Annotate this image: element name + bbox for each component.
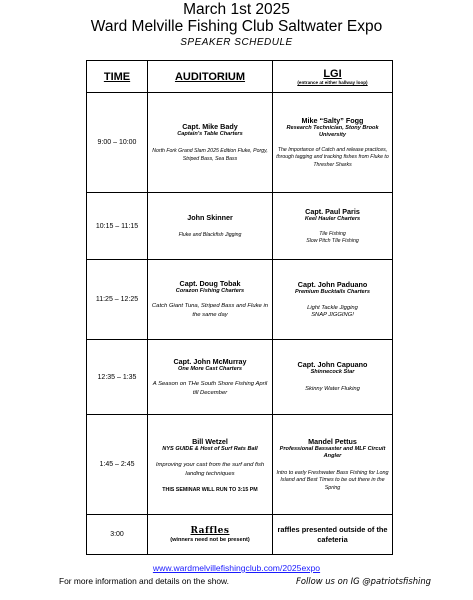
- speaker-name: Capt. John Paduano: [297, 279, 368, 289]
- auditorium-cell: [148, 515, 273, 555]
- talk-topic: The Importance of Catch and release practices, through tagging and tracking fishes from Fluke to Thresher Sharks: [276, 146, 389, 168]
- talk-topic: Intro to early Freshwater Bass Fishing for Long Island and Best Times to be out there in the Spring: [276, 469, 389, 491]
- speaker-org: Research Technician, Stony Brook University: [286, 124, 379, 138]
- auditorium-cell: [148, 340, 273, 415]
- talk-topic: SNAP JIGGING!: [311, 312, 354, 318]
- lgi-header: [273, 61, 393, 93]
- talk-topic: Improving your cast from the surf and fish landing techniques: [155, 461, 265, 477]
- table-row: [87, 193, 393, 260]
- event-title: Ward Melville Fishing Club Saltwater Expo: [90, 18, 383, 35]
- table-row: [87, 515, 393, 555]
- time-cell: 12:35 – 1:35: [87, 340, 148, 415]
- speaker-org: One More Cast Charters: [177, 365, 243, 372]
- lgi-cell: [273, 93, 393, 193]
- speaker-name: John Skinner: [187, 212, 233, 222]
- talk-topic: North Fork Grand Slam 2025 Edition Fluke, Porgy, Striped Bass, Sea Bass: [152, 148, 268, 162]
- talk-topic: Slow Pitch TIle Fishing: [306, 238, 359, 244]
- speaker-org: Shinnecock Star: [310, 369, 355, 376]
- auditorium-cell: [148, 260, 273, 340]
- time-cell: 11:25 – 12:25: [87, 260, 148, 340]
- event-date: March 1st 2025: [183, 1, 290, 18]
- header: [0, 0, 473, 49]
- auditorium-cell: [148, 193, 273, 260]
- raffles-location: raffles presented outside of the cafeteria: [277, 524, 388, 544]
- schedule-subtitle: SPEAKER SCHEDULE: [180, 37, 293, 48]
- table-row: [87, 93, 393, 193]
- speaker-name: Mike “Salty” Fogg: [301, 115, 364, 125]
- auditorium-cell: [148, 93, 273, 193]
- seminar-length-note: THIS SEMINAR WILL RUN TO 3:15 PM: [162, 486, 258, 493]
- raffles-title: Raffles: [190, 525, 230, 536]
- lgi-cell: [273, 193, 393, 260]
- time-cell: 3:00: [87, 515, 148, 555]
- speaker-name: Capt. John McMurray: [173, 356, 247, 366]
- speaker-name: Capt. Doug Tobak: [179, 279, 241, 288]
- speaker-name: Bill Wetzel: [192, 436, 228, 446]
- time-cell: 10:15 – 11:15: [87, 193, 148, 260]
- expo-website-link[interactable]: www.wardmelvillefishingclub.com/2025expo: [152, 563, 321, 573]
- lgi-cell: [273, 340, 393, 415]
- talk-topic: Catch Giant Tuna, Striped Bass and Fluke in the same day: [151, 303, 269, 318]
- speaker-org: Captain's Table Charters: [177, 131, 243, 138]
- speaker-org: Premium Bucktails Charters: [295, 288, 370, 295]
- lgi-cell: [273, 260, 393, 340]
- speaker-org: Keel Hauler Charters: [304, 215, 361, 222]
- talk-topic: Skinny Water Fluking: [305, 386, 360, 393]
- speaker-org: Professional Bassaster and MLF Circuit Angler: [279, 445, 386, 459]
- speaker-org: Corazon Fishing Charters: [175, 288, 245, 294]
- auditorium-cell: [148, 415, 273, 515]
- lgi-cell: [273, 515, 393, 555]
- lgi-entrance-note: (entrance at either hallway loop): [297, 79, 368, 85]
- table-row: [87, 260, 393, 340]
- talk-topic: A Season on THe South Shore Fishing April till December: [152, 380, 268, 396]
- footer-social: Follow us on IG @patriotsfishing: [296, 576, 431, 586]
- lgi-cell: [273, 415, 393, 515]
- speaker-name: Capt. John Capuano: [297, 360, 368, 370]
- talk-topic: Tile Fishing: [319, 230, 346, 237]
- speaker-name: Mandel Pettus: [308, 436, 357, 446]
- speaker-name: Capt. Paul Paris: [305, 206, 360, 216]
- speaker-schedule-table: [86, 60, 393, 555]
- time-cell: 1:45 – 2:45: [87, 415, 148, 515]
- table-header-row: [87, 61, 393, 93]
- footer-info: For more information and details on the show.: [59, 576, 229, 586]
- speaker-name: Capt. Mike Bady: [182, 122, 238, 132]
- table-row: [87, 415, 393, 515]
- talk-topic: Fluke and Blackfish Jigging: [178, 231, 242, 238]
- lgi-header-label: LGI: [323, 67, 342, 80]
- raffles-note: (winners need not be present): [170, 536, 250, 543]
- time-cell: 9:00 – 10:00: [87, 93, 148, 193]
- speaker-org: NYS GUIDE & Host of Surf Rats Ball: [162, 445, 258, 452]
- time-header: TIME: [87, 61, 148, 93]
- talk-topic: Light Tackle Jigging: [307, 304, 358, 311]
- auditorium-header: AUDITORIUM: [148, 61, 273, 93]
- table-row: [87, 340, 393, 415]
